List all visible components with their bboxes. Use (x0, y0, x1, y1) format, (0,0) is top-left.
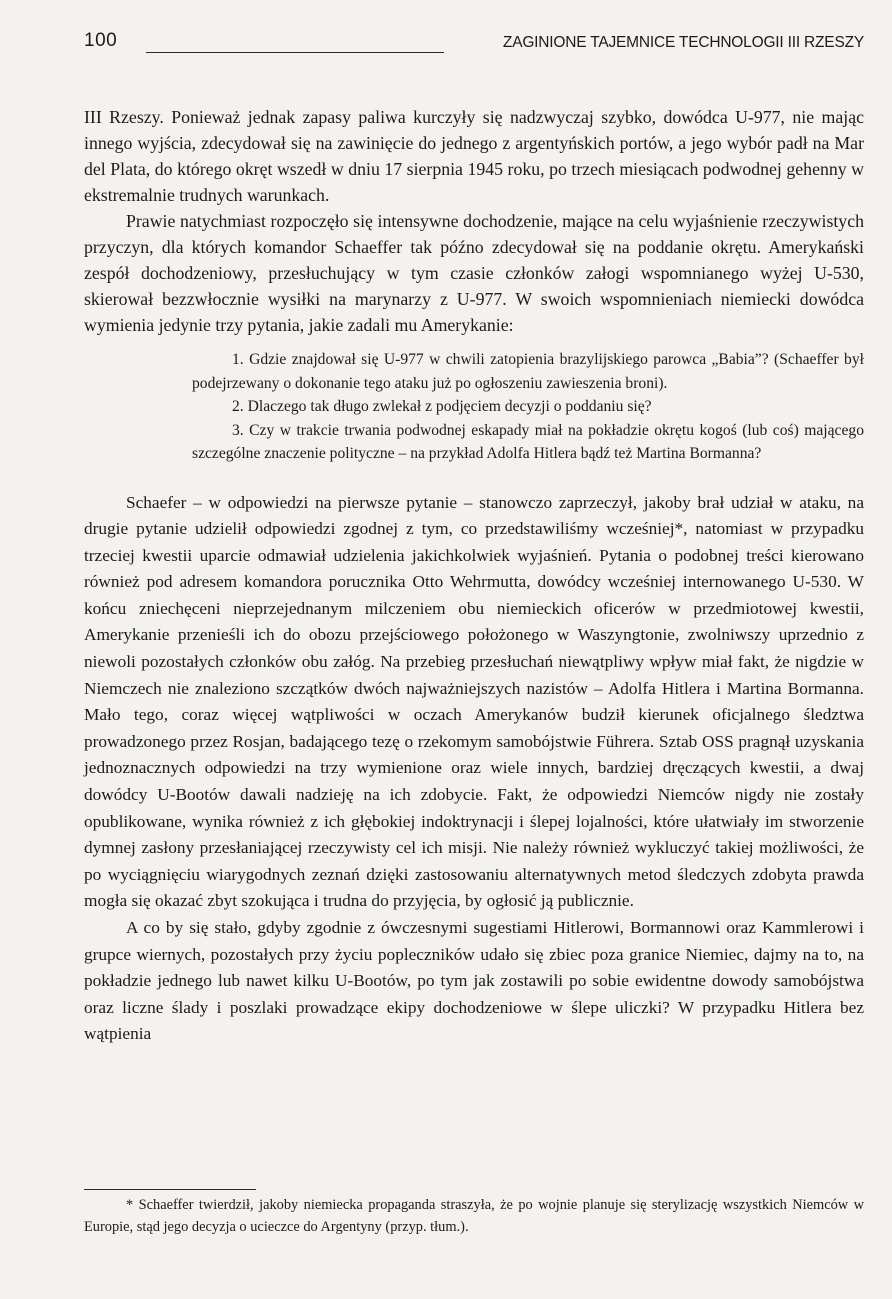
footnote-rule (84, 1189, 256, 1190)
question-item: 2. Dlaczego tak długo zwlekał z podjęciem decyzji o poddaniu się? (232, 398, 652, 415)
paragraph-1: III Rzeszy. Ponieważ jednak zapasy paliwa kurczyły się nadzwyczaj szybko, dowódca U-977, nie mając innego wyjścia, zdecydował się na zawinięcie do jednego z argentyńskich portów, a jego wybór padł na Mar del Plata, do którego okręt wszedł w dniu 17 sierpnia 1945 roku, po trzech miesiącach podwodnej gehenny w ekstremalnie trudnych warunkach. (84, 107, 864, 205)
question-list (84, 348, 864, 466)
paragraph-3: Schaefer – w odpowiedzi na pierwsze pytanie – stanowczo zaprzeczył, jakoby brał udział w ataku, na drugie pytanie udzielił odpowiedzi zgodnej z tym, co przedstawiliśmy wcześniej*, natomiast w przypadku trzeciej kwestii uparcie odmawiał udzielenia jakichkolwiek wyjaśnień. Pytania o podobnej treści kierowano również pod adresem komandora porucznika Otto Wehrmutta, dowódcy wcześniej internowanego U-530. W końcu zniechęceni nieprzejednanym milczeniem obu niemieckich oficerów w przedmiotowej kwestii, Amerykanie przenieśli ich do obozu przejściowego położonego w Waszyngtonie, zwolniwszy uprzednio z niewoli pozostałych członków obu załóg. Na przebieg przesłuchań niewątpliwy wpływ miał fakt, że nigdzie w Niemczech nie znaleziono szczątków dwóch najważniejszych nazistów – Adolfa Hitlera i Martina Bormanna. Mało tego, coraz więcej wątpliwości w oczach Amerykanów budził kierunek oficjalnego śledztwa prowadzonego przez Rosjan, badającego tezę o rzekomym samobójstwie Führera. Sztab OSS pragnął uzyskania jednoznacznych odpowiedzi na trzy wymienione oraz wiele innych, bardziej dręczących kwestii, a dwaj dowódcy U-Bootów dawali nadzieję na ich zdobycie. Fakt, że odpowiedzi Niemców nigdy nie zostały opublikowane, wynika również z ich głębokiej indoktrynacji i ślepej lojalności, które ułatwiały im stworzenie dymnej zasłony przesłaniającej rzeczywisty cel ich misji. Nie należy również wykluczyć takiej możliwości, że po wyciągnięciu wiarygodnych zeznań dzięki zastosowaniu alternatywnych metod śledczych zdobyta prawda mogła się okazać zbyt szokująca i trudna do przyjęcia, by ogłosić ją publicznie. (84, 492, 864, 911)
footnote: * Schaeffer twierdził, jakoby niemiecka propaganda straszyła, że po wojnie planuje się sterylizację wszystkich Niemców w Europie, stąd jego decyzja o ucieczce do Argentyny (przyp. tłum.). (84, 1197, 864, 1235)
header-rule (146, 52, 444, 53)
paragraph-2: Prawie natychmiast rozpoczęło się intensywne dochodzenie, mające na celu wyjaśnienie rzeczywistych przyczyn, dla których komandor Schaeffer tak późno zdecydował się na poddanie okrętu. Amerykański zespół dochodzeniowy, przesłuchujący w tym czasie członków załogi wspomnianego wyżej U-530, skierował bezzwłocznie wysiłki na marynarzy z U-977. W swoich wspomnieniach niemiecki dowódca wymienia jedynie trzy pytania, jakie zadali mu Amerykanie: (84, 211, 864, 335)
running-title: ZAGINIONE TAJEMNICE TECHNOLOGII III RZESZY (502, 34, 864, 51)
body-text (84, 104, 864, 1048)
question-item: 3. Czy w trakcie trwania podwodnej eskapady miał na pokładzie okrętu kogoś (lub coś) mającego szczególne znaczenie polityczne – na przykład Adolfa Hitlera bądź też Martina Bormanna? (192, 421, 864, 462)
question-item: 1. Gdzie znajdował się U-977 w chwili zatopienia brazylijskiego parowca „Babia”? (Schaeffer był podejrzewany o dokonanie tego ataku już po ogłoszeniu zawieszenia broni). (192, 351, 864, 392)
paragraph-4: A co by się stało, gdyby zgodnie z ówczesnymi sugestiami Hitlerowi, Bormannowi oraz Kammlerowi i grupce wiernych, pozostałych przy życiu popleczników udało się zbiec poza granice Niemiec, dajmy na to, na pokładzie jednego lub nawet kilku U-Bootów, po tym jak zostawili po sobie ewidentne dowody samobójstwa oraz liczne ślady i poszlaki prowadzące ekipy dochodzeniowe w ślepe uliczki? W przypadku Hitlera bez wątpienia (84, 918, 864, 1044)
page-number: 100 (84, 30, 118, 51)
